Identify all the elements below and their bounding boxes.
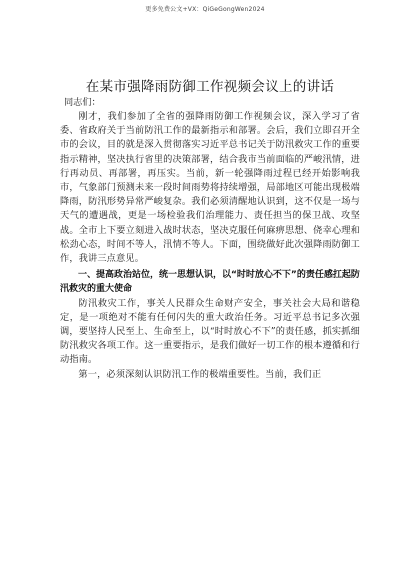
section-heading-1: 一、提高政治站位，统一思想认识，以“时时放心不下”的责任感扛起防汛救灾的重大使命 bbox=[60, 270, 360, 295]
section1-paragraph-2: 第一，必须深刻认识防汛工作的极端重要性。当前，我们正 bbox=[78, 368, 322, 380]
intro-paragraph: 刚才，我们参加了全省的强降雨防御工作视频会议，深入学习了省委、省政府关于当前防汛工作的最新指示和部署。会后，我们立即召开全市的会议，目的就是深入贯彻落实习近平总书记关于防汛救灾工作的重要指示精神，坚决执行省里的决策部署，结合我市当前面临的严峻汛情，进行再动员、再部署，再压实。当前，新一轮强降雨过程已经开始影响我市，气象部门预测未来一段时间雨势将持续增强，局部地区可能出现极端降雨，防汛形势异常严峻复杂。我们必须清醒地认识到，这不仅是一场与天气的遭遇战，更是一场检验我们治理能力、责任担当的保卫战、攻坚战。全市上下要立刻进入战时状态，坚决克服任何麻痹思想、侥幸心理和松劲心态，时间不等人，汛情不等人。下面，围绕做好此次强降雨防御工作，我讲三点意见。 bbox=[60, 111, 360, 265]
document-body bbox=[60, 78, 360, 382]
section1-paragraph-1: 防汛救灾工作，事关人民群众生命财产安全，事关社会大局和谐稳定，是一项绝对不能有任何闪失的重大政治任务。习近平总书记多次强调，要坚持人民至上、生命至上，以“时时放心不下”的责任感，抓实抓细防汛救灾各项工作。这一重要指示，是我们做好一切工作的根本遵循和行动指南。 bbox=[60, 297, 360, 366]
salutation: 同志们： bbox=[64, 97, 101, 108]
document-title: 在某市强降雨防御工作视频会议上的讲话 bbox=[85, 79, 335, 95]
header-watermark-note: 更多免费公文+VX：QiGeGongWen2024 bbox=[145, 6, 265, 13]
